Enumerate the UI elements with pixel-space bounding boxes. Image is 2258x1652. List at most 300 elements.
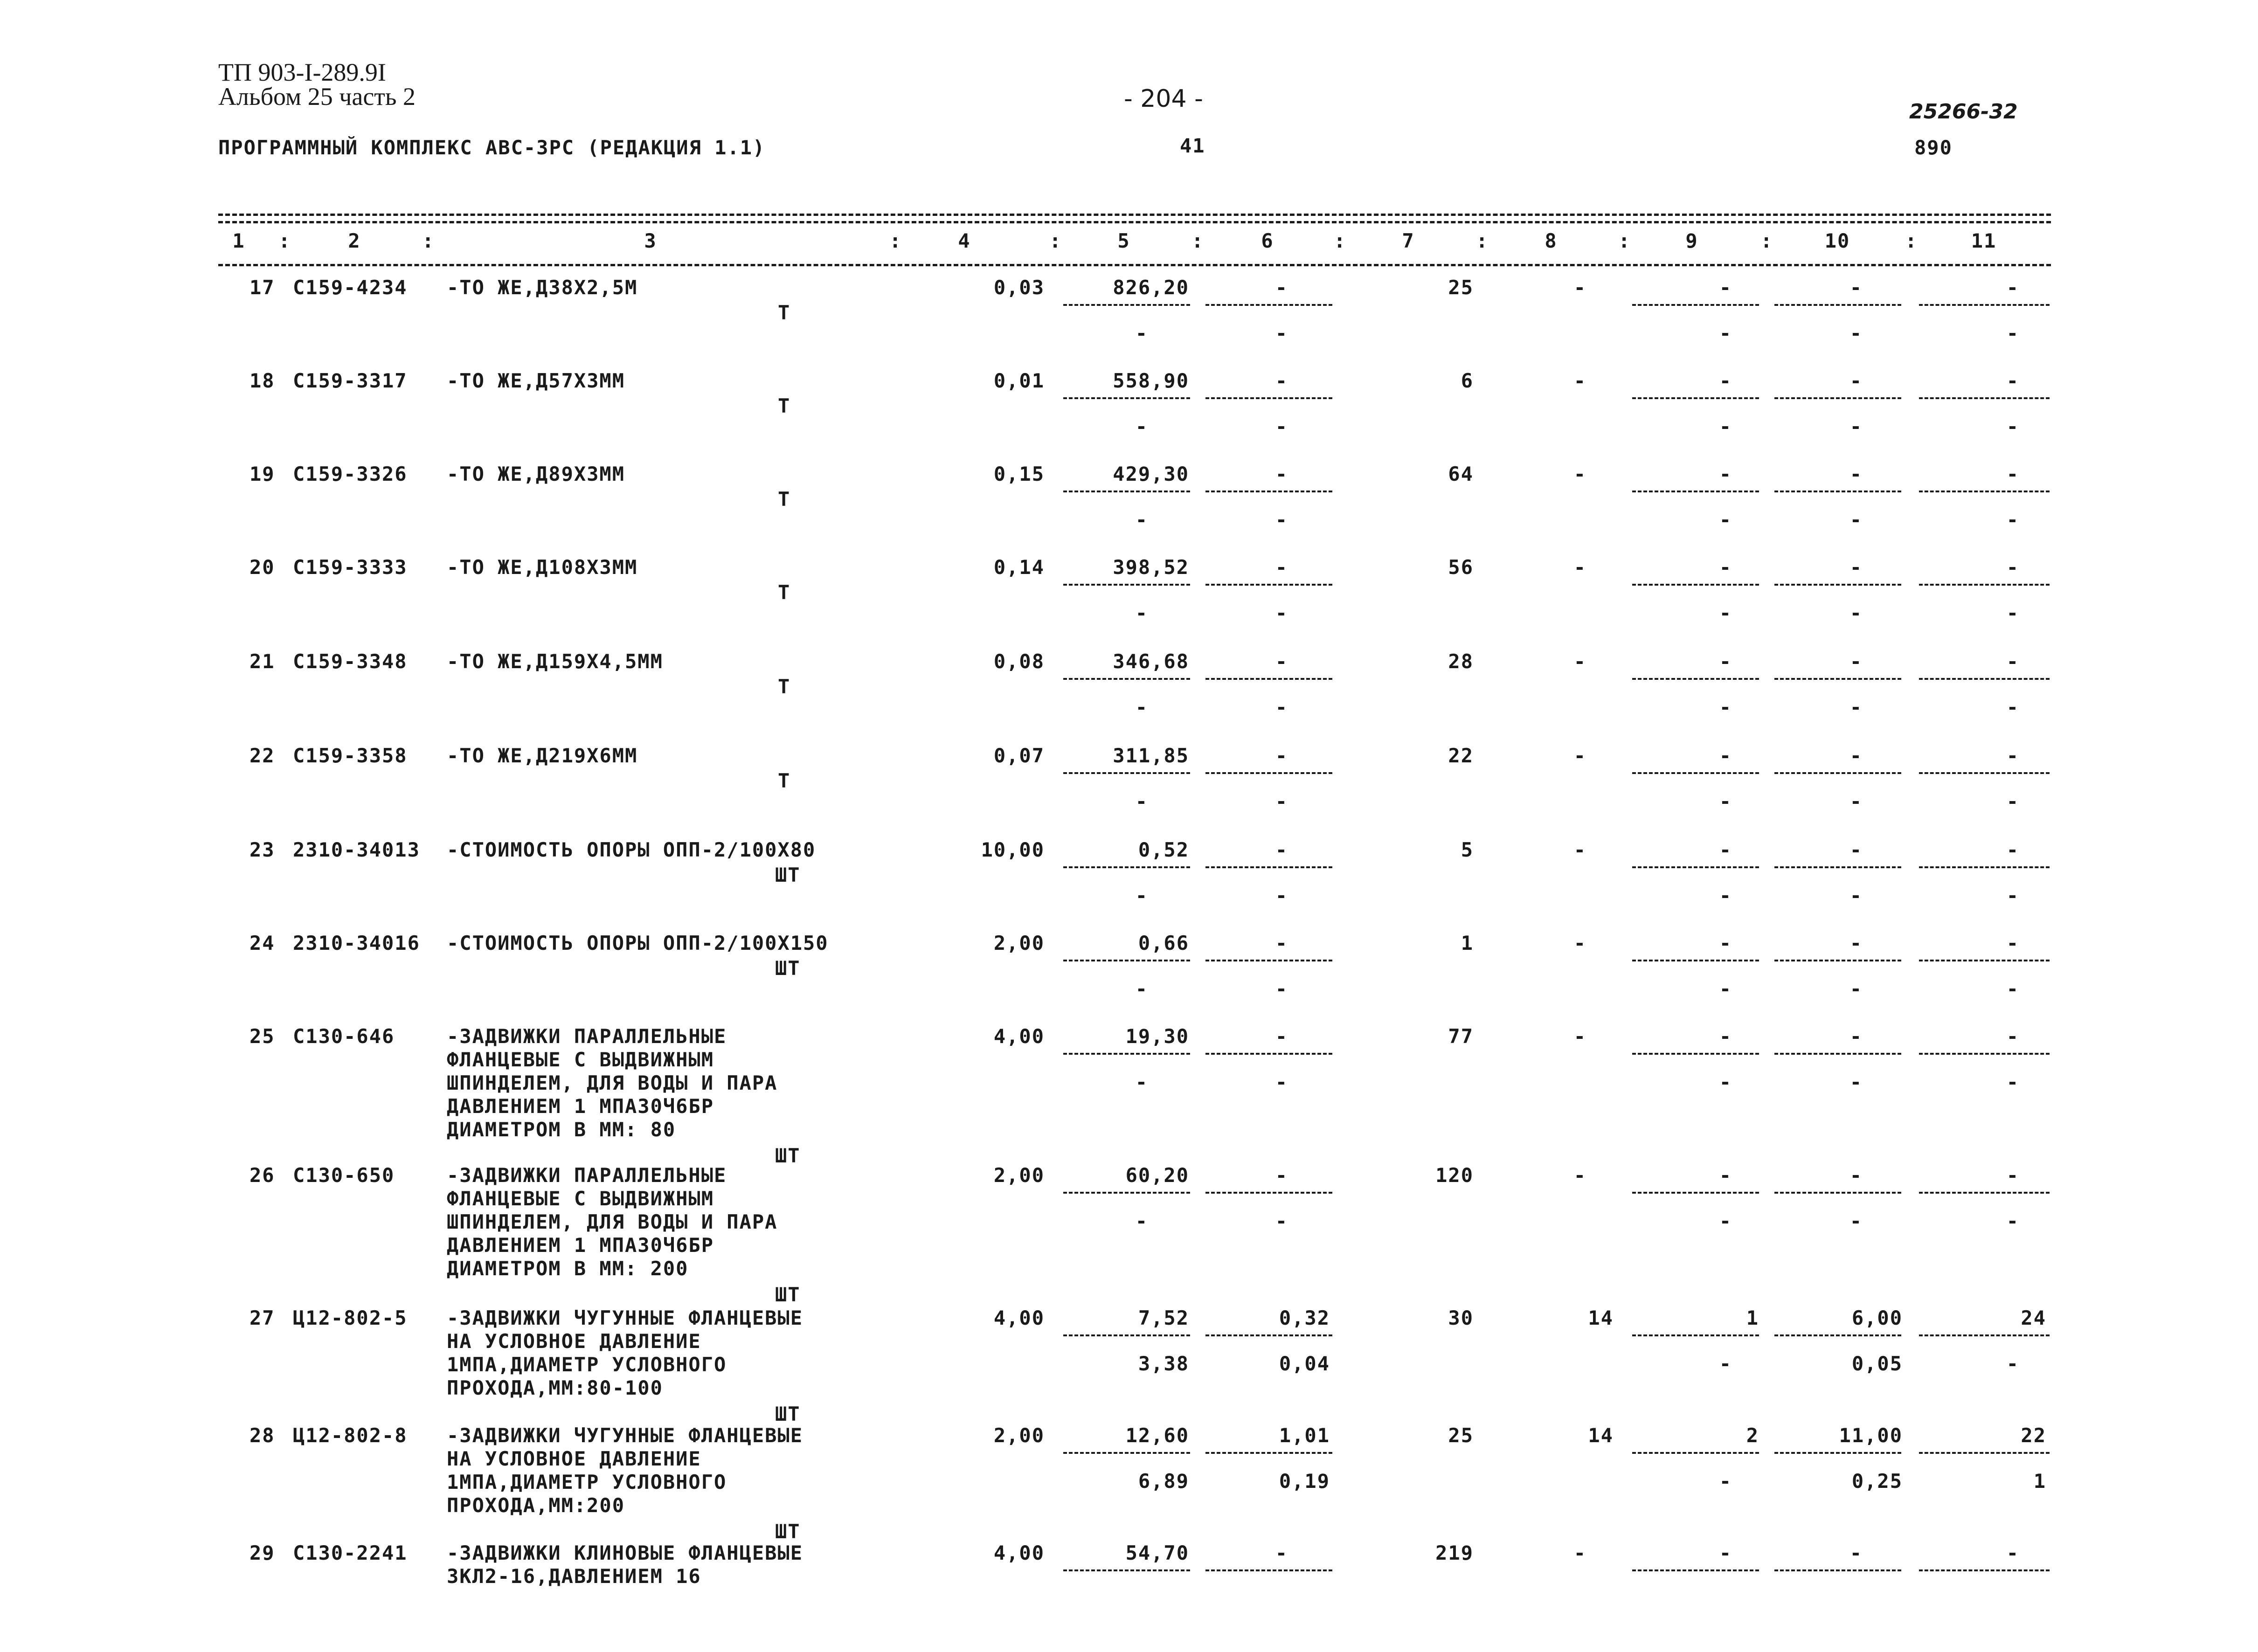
column-number-9: 9 [1685, 229, 1698, 252]
fraction-rule-col11 [1919, 1053, 2050, 1055]
column-separator: : [422, 229, 435, 252]
fraction-rule-col9 [1632, 678, 1759, 680]
cell-col5: 12,60 [1125, 1424, 1189, 1447]
row-number: 24 [249, 932, 275, 954]
fraction-rule-col11 [1919, 772, 2050, 774]
cell-col11-lower: - [2006, 508, 2019, 531]
cell-col5-lower: 3,38 [1138, 1352, 1189, 1375]
cell-col11: - [2006, 1164, 2019, 1187]
fraction-rule-col9 [1632, 1334, 1759, 1336]
fraction-rule-col9 [1632, 397, 1759, 399]
cell-col10-lower: - [1849, 884, 1863, 907]
row-unit: ШТ [775, 864, 801, 886]
fraction-rule-col6 [1205, 1569, 1332, 1571]
cell-col9-lower: - [1719, 790, 1732, 813]
row-description-line: -ЗАДВИЖКИ ЧУГУННЫЕ ФЛАНЦЕВЫЕ [447, 1424, 803, 1447]
row-number: 23 [249, 838, 275, 861]
cell-col11: 24 [2021, 1306, 2046, 1329]
column-separator: : [1334, 229, 1347, 252]
cell-col8: - [1573, 556, 1586, 579]
row-unit: Т [778, 675, 791, 698]
cell-col7: 1 [1461, 932, 1474, 954]
row-unit: ШТ [775, 1144, 801, 1167]
fraction-rule-col10 [1774, 772, 1901, 774]
table-top-rule-2 [218, 221, 2051, 223]
album-label: Альбом 25 часть 2 [218, 83, 416, 111]
row-description-line: -ТО ЖЕ,Д159Х4,5ММ [447, 650, 663, 673]
row-number: 25 [249, 1025, 275, 1048]
cell-col11-lower: - [2006, 322, 2019, 345]
row-description-line: -ТО ЖЕ,Д108Х3ММ [447, 556, 638, 579]
column-number-7: 7 [1402, 229, 1415, 252]
row-number: 17 [249, 276, 275, 299]
fraction-rule-col10 [1774, 1192, 1901, 1194]
cell-col6: - [1275, 650, 1288, 673]
row-unit: Т [778, 488, 791, 511]
column-number-10: 10 [1824, 229, 1850, 252]
cell-col5: 0,66 [1138, 932, 1189, 954]
fraction-rule-col10 [1774, 1334, 1901, 1336]
cell-col5-lower: 6,89 [1138, 1470, 1189, 1493]
row-code: С159-3333 [293, 556, 408, 579]
row-code: С130-2241 [293, 1541, 408, 1564]
cell-col6: 1,01 [1279, 1424, 1330, 1447]
cell-col9-lower: - [1719, 884, 1732, 907]
fraction-rule-col9 [1632, 960, 1759, 961]
cell-col8: - [1573, 1025, 1586, 1048]
fraction-rule-col5 [1063, 866, 1190, 868]
row-description-line: ПРОХОДА,ММ:200 [447, 1494, 625, 1517]
cell-col11-lower: - [2006, 790, 2019, 813]
cell-col10: - [1849, 744, 1863, 767]
cell-col10: - [1849, 276, 1863, 299]
cell-col6: - [1275, 276, 1288, 299]
fraction-rule-col6 [1205, 1334, 1332, 1336]
fraction-rule-col6 [1205, 1192, 1332, 1194]
row-description-line: -СТОИМОСТЬ ОПОРЫ ОПП-2/100Х80 [447, 838, 816, 861]
cell-col7: 28 [1448, 650, 1474, 673]
fraction-rule-col5 [1063, 1192, 1190, 1194]
row-description-line: ДАВЛЕНИЕМ 1 МПА30Ч6БР [447, 1095, 714, 1118]
fraction-rule-col5 [1063, 960, 1190, 961]
cell-col10: - [1849, 1164, 1863, 1187]
column-separator: : [1191, 229, 1205, 252]
fraction-rule-col9 [1632, 584, 1759, 586]
cell-col5: 7,52 [1138, 1306, 1189, 1329]
column-number-3: 3 [644, 229, 657, 252]
cell-col11: - [2006, 932, 2019, 954]
row-number: 27 [249, 1306, 275, 1329]
cell-col5: 60,20 [1125, 1164, 1189, 1187]
cell-col11-lower: - [2006, 977, 2019, 1000]
row-unit: ШТ [775, 1283, 801, 1306]
fraction-rule-col9 [1632, 1569, 1759, 1571]
cell-col11-lower: - [2006, 601, 2019, 624]
cell-col6: 0,32 [1279, 1306, 1330, 1329]
fraction-rule-col10 [1774, 678, 1901, 680]
cell-col9: - [1719, 838, 1732, 861]
fraction-rule-col10 [1774, 1452, 1901, 1454]
cell-col10: - [1849, 463, 1863, 485]
cell-col8: - [1573, 1541, 1586, 1564]
cell-col7: 25 [1448, 1424, 1474, 1447]
fraction-rule-col9 [1632, 866, 1759, 868]
cell-col6-lower: 0,19 [1279, 1470, 1330, 1493]
fraction-rule-col9 [1632, 1053, 1759, 1055]
cell-col11: 22 [2021, 1424, 2046, 1447]
cell-col5-lower: - [1135, 696, 1148, 719]
cell-col10-lower: - [1849, 322, 1863, 345]
cell-col4: 0,07 [993, 744, 1045, 767]
fraction-rule-col10 [1774, 397, 1901, 399]
cell-col8: - [1573, 1164, 1586, 1187]
cell-col4: 0,14 [993, 556, 1045, 579]
row-description-line: 3КЛ2-16,ДАВЛЕНИЕМ 16 [447, 1565, 701, 1588]
cell-col11: - [2006, 650, 2019, 673]
fraction-rule-col10 [1774, 1053, 1901, 1055]
cell-col9-lower: - [1719, 696, 1732, 719]
column-number-5: 5 [1117, 229, 1130, 252]
row-code: С130-646 [293, 1025, 395, 1048]
row-description-line: -ТО ЖЕ,Д219Х6ММ [447, 744, 638, 767]
cell-col4: 0,15 [993, 463, 1045, 485]
fraction-rule-col5 [1063, 678, 1190, 680]
cell-col10-lower: - [1849, 1071, 1863, 1093]
cell-col6-lower: - [1275, 884, 1288, 907]
cell-col9-lower: - [1719, 1071, 1732, 1093]
fraction-rule-col9 [1632, 1452, 1759, 1454]
cell-col6: - [1275, 1164, 1288, 1187]
row-number: 20 [249, 556, 275, 579]
cell-col9-lower: - [1719, 508, 1732, 531]
cell-col6: - [1275, 1025, 1288, 1048]
fraction-rule-col6 [1205, 1053, 1332, 1055]
cell-col9: - [1719, 1164, 1732, 1187]
cell-col6-lower: - [1275, 508, 1288, 531]
cell-col8: - [1573, 650, 1586, 673]
cell-col6-lower: - [1275, 415, 1288, 438]
column-separator: : [1905, 229, 1918, 252]
cell-col9: - [1719, 744, 1732, 767]
cell-col8: - [1573, 369, 1586, 392]
row-description-line: -СТОИМОСТЬ ОПОРЫ ОПП-2/100Х150 [447, 932, 829, 954]
cell-col6-lower: - [1275, 1210, 1288, 1232]
cell-col11: - [2006, 556, 2019, 579]
fraction-rule-col10 [1774, 960, 1901, 961]
row-number: 28 [249, 1424, 275, 1447]
cell-col5: 346,68 [1113, 650, 1189, 673]
row-description-line: -ЗАДВИЖКИ ПАРАЛЛЕЛЬНЫЕ [447, 1164, 727, 1187]
row-description-line: НА УСЛОВНОЕ ДАВЛЕНИЕ [447, 1447, 701, 1470]
column-number-1: 1 [232, 229, 245, 252]
cell-col10: - [1849, 556, 1863, 579]
row-unit: ШТ [775, 957, 801, 980]
cell-col6: - [1275, 1541, 1288, 1564]
cell-col10-lower: - [1849, 790, 1863, 813]
cell-col11: - [2006, 1541, 2019, 1564]
cell-col7: 56 [1448, 556, 1474, 579]
cell-col7: 77 [1448, 1025, 1474, 1048]
cell-col10: - [1849, 650, 1863, 673]
cell-col4: 0,01 [993, 369, 1045, 392]
cell-col10: 6,00 [1851, 1306, 1903, 1329]
row-description-line: ДИАМЕТРОМ В ММ: 80 [447, 1118, 676, 1141]
program-title: ПРОГРАММНЫЙ КОМПЛЕКС АВС-3РС (РЕДАКЦИЯ 1.1) [218, 136, 766, 159]
column-separator: : [1476, 229, 1489, 252]
cell-col7: 30 [1448, 1306, 1474, 1329]
column-number-6: 6 [1261, 229, 1274, 252]
cell-col5: 398,52 [1113, 556, 1189, 579]
row-description-line: ДАВЛЕНИЕМ 1 МПА30Ч6БР [447, 1234, 714, 1257]
row-number: 19 [249, 463, 275, 485]
cell-col5-lower: - [1135, 322, 1148, 345]
cell-col10: - [1849, 838, 1863, 861]
cell-col11-lower: - [2006, 884, 2019, 907]
cell-col7: 6 [1461, 369, 1474, 392]
cell-col8: - [1573, 276, 1586, 299]
row-code: Ц12-802-5 [293, 1306, 408, 1329]
cell-col9: - [1719, 1541, 1732, 1564]
fraction-rule-col9 [1632, 772, 1759, 774]
cell-col10: - [1849, 1025, 1863, 1048]
row-code: С159-3317 [293, 369, 408, 392]
fraction-rule-col10 [1774, 584, 1901, 586]
cell-col11-lower: 1 [2033, 1470, 2046, 1493]
cell-col6-lower: - [1275, 1071, 1288, 1093]
cell-col5: 826,20 [1113, 276, 1189, 299]
row-description-line: -ТО ЖЕ,Д38Х2,5М [447, 276, 638, 299]
fraction-rule-col6 [1205, 678, 1332, 680]
row-number: 21 [249, 650, 275, 673]
cell-col7: 64 [1448, 463, 1474, 485]
row-code: 2310-34013 [293, 838, 420, 861]
page-number: - 204 - [1124, 85, 1203, 113]
cell-col9: - [1719, 463, 1732, 485]
fraction-rule-col11 [1919, 1192, 2050, 1194]
fraction-rule-col9 [1632, 1192, 1759, 1194]
cell-col6-lower: - [1275, 790, 1288, 813]
row-description-line: ФЛАНЦЕВЫЕ С ВЫДВИЖНЫМ [447, 1187, 714, 1210]
doc-code: ТП 903-I-289.9I [218, 58, 386, 86]
fraction-rule-col6 [1205, 491, 1332, 492]
cell-col5: 558,90 [1113, 369, 1189, 392]
column-number-4: 4 [958, 229, 971, 252]
fraction-rule-col5 [1063, 1569, 1190, 1571]
row-code: С159-3348 [293, 650, 408, 673]
fraction-rule-col6 [1205, 960, 1332, 961]
fraction-rule-col11 [1919, 866, 2050, 868]
cell-col5-lower: - [1135, 1210, 1148, 1232]
cell-col11: - [2006, 838, 2019, 861]
column-separator: : [889, 229, 902, 252]
cell-col4: 2,00 [993, 1164, 1045, 1187]
fraction-rule-col5 [1063, 584, 1190, 586]
fraction-rule-col5 [1063, 304, 1190, 306]
cell-col4: 2,00 [993, 1424, 1045, 1447]
cell-col10: - [1849, 369, 1863, 392]
cell-col9: 1 [1746, 1306, 1759, 1329]
cell-col4: 10,00 [981, 838, 1045, 861]
fraction-rule-col6 [1205, 1452, 1332, 1454]
row-description-line: ШПИНДЕЛЕМ, ДЛЯ ВОДЫ И ПАРА [447, 1210, 778, 1233]
cell-col10: - [1849, 932, 1863, 954]
cell-col7: 25 [1448, 276, 1474, 299]
cell-col8: - [1573, 463, 1586, 485]
row-unit: Т [778, 769, 791, 792]
row-description-line: -ТО ЖЕ,Д89Х3ММ [447, 463, 625, 485]
cell-col10-lower: 0,25 [1851, 1470, 1903, 1493]
cell-col9-lower: - [1719, 601, 1732, 624]
fraction-rule-col5 [1063, 1452, 1190, 1454]
table-top-rule [218, 214, 2051, 216]
cell-col9: - [1719, 556, 1732, 579]
cell-col9-lower: - [1719, 1210, 1732, 1232]
column-separator: : [1618, 229, 1631, 252]
cell-col9-lower: - [1719, 1352, 1732, 1375]
fraction-rule-col9 [1632, 491, 1759, 492]
cell-col10: 11,00 [1839, 1424, 1903, 1447]
cell-col11: - [2006, 744, 2019, 767]
cell-col9: - [1719, 276, 1732, 299]
cell-col6-lower: - [1275, 977, 1288, 1000]
cell-col9: - [1719, 650, 1732, 673]
cell-col5: 0,52 [1138, 838, 1189, 861]
cell-col11-lower: - [2006, 415, 2019, 438]
cell-col7: 120 [1435, 1164, 1474, 1187]
cell-col5-lower: - [1135, 1071, 1148, 1093]
cell-col6: - [1275, 838, 1288, 861]
fraction-rule-col11 [1919, 960, 2050, 961]
column-separator: : [278, 229, 291, 252]
row-description-line: 1МПА,ДИАМЕТР УСЛОВНОГО [447, 1353, 727, 1376]
row-number: 22 [249, 744, 275, 767]
cell-col6-lower: - [1275, 322, 1288, 345]
row-description-line: -ЗАДВИЖКИ ЧУГУННЫЕ ФЛАНЦЕВЫЕ [447, 1306, 803, 1329]
cell-col5-lower: - [1135, 884, 1148, 907]
row-unit: ШТ [775, 1520, 801, 1543]
fraction-rule-col11 [1919, 1569, 2050, 1571]
row-number: 29 [249, 1541, 275, 1564]
fraction-rule-col6 [1205, 397, 1332, 399]
column-number-11: 11 [1971, 229, 1997, 252]
cell-col11: - [2006, 276, 2019, 299]
cell-col6: - [1275, 744, 1288, 767]
fraction-rule-col5 [1063, 397, 1190, 399]
cell-col6: - [1275, 932, 1288, 954]
cell-col11-lower: - [2006, 1210, 2019, 1232]
ref-number: 890 [1914, 136, 1953, 159]
cell-col6: - [1275, 556, 1288, 579]
row-description-line: -ТО ЖЕ,Д57Х3ММ [447, 369, 625, 392]
fraction-rule-col11 [1919, 397, 2050, 399]
cell-col5: 311,85 [1113, 744, 1189, 767]
cell-col5-lower: - [1135, 601, 1148, 624]
fraction-rule-col11 [1919, 304, 2050, 306]
table-header-rule [218, 264, 2051, 266]
row-description-line: НА УСЛОВНОЕ ДАВЛЕНИЕ [447, 1330, 701, 1353]
row-unit: Т [778, 301, 791, 324]
cell-col6-lower: 0,04 [1279, 1352, 1330, 1375]
fraction-rule-col11 [1919, 491, 2050, 492]
cell-col9: - [1719, 932, 1732, 954]
row-unit: Т [778, 394, 791, 417]
column-separator: : [1760, 229, 1773, 252]
cell-col7: 22 [1448, 744, 1474, 767]
cell-col11: - [2006, 463, 2019, 485]
fraction-rule-col11 [1919, 1334, 2050, 1336]
cell-col5-lower: - [1135, 790, 1148, 813]
cell-col10-lower: 0,05 [1851, 1352, 1903, 1375]
cell-col4: 2,00 [993, 932, 1045, 954]
column-separator: : [1049, 229, 1062, 252]
cell-col9: 2 [1746, 1424, 1759, 1447]
fraction-rule-col6 [1205, 584, 1332, 586]
fraction-rule-col11 [1919, 584, 2050, 586]
cell-col5-lower: - [1135, 977, 1148, 1000]
fraction-rule-col5 [1063, 772, 1190, 774]
cell-col8: 14 [1588, 1306, 1614, 1329]
cell-col11: - [2006, 369, 2019, 392]
fraction-rule-col11 [1919, 1452, 2050, 1454]
cell-col6: - [1275, 463, 1288, 485]
cell-col5: 54,70 [1125, 1541, 1189, 1564]
cell-col4: 0,03 [993, 276, 1045, 299]
cell-col6: - [1275, 369, 1288, 392]
column-number-8: 8 [1545, 229, 1558, 252]
cell-col11-lower: - [2006, 1352, 2019, 1375]
cell-col8: 14 [1588, 1424, 1614, 1447]
cell-col11-lower: - [2006, 696, 2019, 719]
row-number: 18 [249, 369, 275, 392]
row-number: 26 [249, 1164, 275, 1187]
cell-col4: 4,00 [993, 1306, 1045, 1329]
ref-code: 25266-32 [1909, 100, 2018, 124]
row-description-line: -ЗАДВИЖКИ ПАРАЛЛЕЛЬНЫЕ [447, 1025, 727, 1048]
cell-col8: - [1573, 932, 1586, 954]
cell-col9: - [1719, 369, 1732, 392]
cell-col10-lower: - [1849, 696, 1863, 719]
row-description-line: ПРОХОДА,ММ:80-100 [447, 1376, 663, 1399]
row-code: С159-3358 [293, 744, 408, 767]
cell-col10-lower: - [1849, 508, 1863, 531]
cell-col10-lower: - [1849, 1210, 1863, 1232]
cell-col5: 429,30 [1113, 463, 1189, 485]
cell-col7: 5 [1461, 838, 1474, 861]
cell-col7: 219 [1435, 1541, 1474, 1564]
cell-col4: 4,00 [993, 1541, 1045, 1564]
cell-col9-lower: - [1719, 415, 1732, 438]
fraction-rule-col5 [1063, 1053, 1190, 1055]
cell-col4: 4,00 [993, 1025, 1045, 1048]
row-code: С130-650 [293, 1164, 395, 1187]
row-code: Ц12-802-8 [293, 1424, 408, 1447]
cell-col5: 19,30 [1125, 1025, 1189, 1048]
cell-col9-lower: - [1719, 322, 1732, 345]
cell-col11-lower: - [2006, 1071, 2019, 1093]
cell-col10-lower: - [1849, 415, 1863, 438]
cell-col8: - [1573, 838, 1586, 861]
row-unit: Т [778, 581, 791, 604]
fraction-rule-col10 [1774, 491, 1901, 492]
cell-col9-lower: - [1719, 977, 1732, 1000]
fraction-rule-col5 [1063, 1334, 1190, 1336]
cell-col5-lower: - [1135, 415, 1148, 438]
row-code: 2310-34016 [293, 932, 420, 954]
cell-col4: 0,08 [993, 650, 1045, 673]
cell-col5-lower: - [1135, 508, 1148, 531]
cell-col11: - [2006, 1025, 2019, 1048]
cell-col10-lower: - [1849, 977, 1863, 1000]
